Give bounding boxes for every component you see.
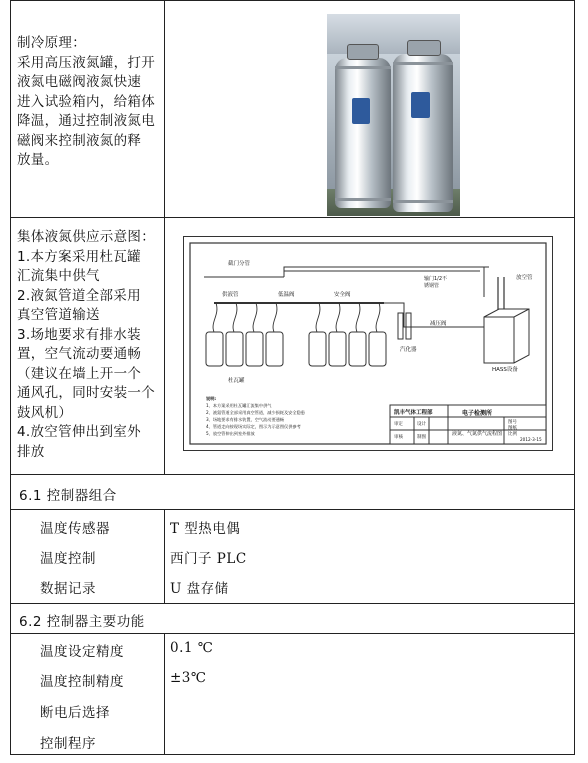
dewar-tanks-photo <box>327 14 460 216</box>
diagram-label-hass: HASS设备 <box>492 367 518 373</box>
section1-label-sensor: 温度传感器 <box>40 521 110 537</box>
section2-label-poweroff: 断电后选择 <box>40 705 110 721</box>
diagram-label-safety: 安全阀 <box>334 292 351 298</box>
refrigeration-principle-text <box>17 34 162 171</box>
section1-value-sensor: T 型热电偶 <box>170 521 241 537</box>
section1-heading: 6.1 控制器组合 <box>19 488 117 504</box>
diagram-label-steel: 输门1/2不 锈钢管 <box>424 276 448 289</box>
text-line: 制冷原理： <box>17 35 86 51</box>
section2-value-setting: 0.1 ℃ <box>170 640 214 656</box>
text-line: 真空管道输送 <box>17 307 100 323</box>
diagram-label-reducer: 减压阀 <box>430 321 447 327</box>
diagram-notes <box>206 395 386 437</box>
text-line: 降温，通过控制液氮电 <box>17 113 155 129</box>
diagram-label-dewar: 杜瓦罐 <box>228 378 245 384</box>
title-block-drawing: 液氮、气氮供气流程图 <box>452 431 503 437</box>
section2-value-cell <box>164 633 575 755</box>
title-block-c4: 制图 <box>417 435 426 440</box>
text-line: 4.放空管伸出到室外 <box>17 424 141 440</box>
note-line: 4、管道走向按现场实际定，图示为示意图仅供参考 <box>206 424 301 429</box>
title-block-date: 2012-3-15 <box>520 437 542 442</box>
diagram-label-valve: 截门分管 <box>228 261 251 267</box>
text-line: 3.场地要求有排水装 <box>17 326 141 343</box>
diagram-label-lowtemp: 低温阀 <box>278 292 295 298</box>
section1-value-control: 西门子 PLC <box>170 551 247 567</box>
nitrogen-supply-diagram <box>183 236 553 451</box>
text-line: 放量。 <box>17 152 59 168</box>
text-line: 集体液氮供应示意图： <box>17 229 155 245</box>
text-line: 采用高压液氮罐，打开 <box>17 54 155 71</box>
text-line: 鼓风机） <box>17 404 73 421</box>
title-block-c3: 审核 <box>394 435 403 440</box>
title-block-c1: 审定 <box>394 422 403 427</box>
section1-label-record: 数据记录 <box>40 581 96 597</box>
section1-value-record: U 盘存储 <box>170 581 229 597</box>
text-line: 汇流集中供气 <box>17 268 100 284</box>
note-line: 1、本方案采用杜瓦罐汇流集中供气 <box>206 403 272 408</box>
title-block-company: 凯丰气体工程部 <box>394 410 433 416</box>
title-block-c2: 设计 <box>417 422 426 427</box>
note-line: 3、场地要求有排水装置，空气流动要通畅 <box>206 417 285 422</box>
section2-heading: 6.2 控制器主要功能 <box>19 614 145 630</box>
text-line: （建议在墙上开一个 <box>17 365 142 382</box>
text-line: 通风孔，同时安装一个 <box>17 385 155 401</box>
text-line: 进入试验箱内，给箱体 <box>17 93 155 110</box>
title-block-r3: 比例 <box>508 432 517 437</box>
text-line: 排放 <box>17 443 45 460</box>
text-line: 2.液氮管道全部采用 <box>17 287 141 304</box>
text-line: 液氮电磁阀液氮快速 <box>17 74 142 90</box>
title-block-institute: 电子检测所 <box>462 410 493 417</box>
diagram-label-supply: 供液管 <box>222 292 239 298</box>
section2-label-program: 控制程序 <box>40 736 96 752</box>
title-block-r1: 图号 <box>508 420 517 425</box>
title-block-r2: 图纸 <box>508 426 517 431</box>
text-line: 置，空气流动要通畅 <box>17 346 142 362</box>
note-line: 2、液氮管道全部采用真空管道，减少损耗及安全隐患 <box>206 410 305 415</box>
text-line: 磁阀来控制液氮的释 <box>17 132 142 149</box>
section2-label-setting: 温度设定精度 <box>40 644 124 660</box>
section2-label-accuracy: 温度控制精度 <box>40 674 124 690</box>
diagram-label-vent: 放空管 <box>516 275 533 281</box>
note-line: 5、放空管伸出到室外排放 <box>206 431 255 436</box>
section1-label-control: 温度控制 <box>40 551 96 567</box>
diagram-label-vaporizer: 汽化器 <box>400 347 417 353</box>
text-line: 1.本方案采用杜瓦罐 <box>17 248 141 265</box>
notes-title: 说明: <box>206 396 217 401</box>
section2-value-accuracy: ±3℃ <box>170 670 207 686</box>
nitrogen-supply-text <box>17 228 162 462</box>
